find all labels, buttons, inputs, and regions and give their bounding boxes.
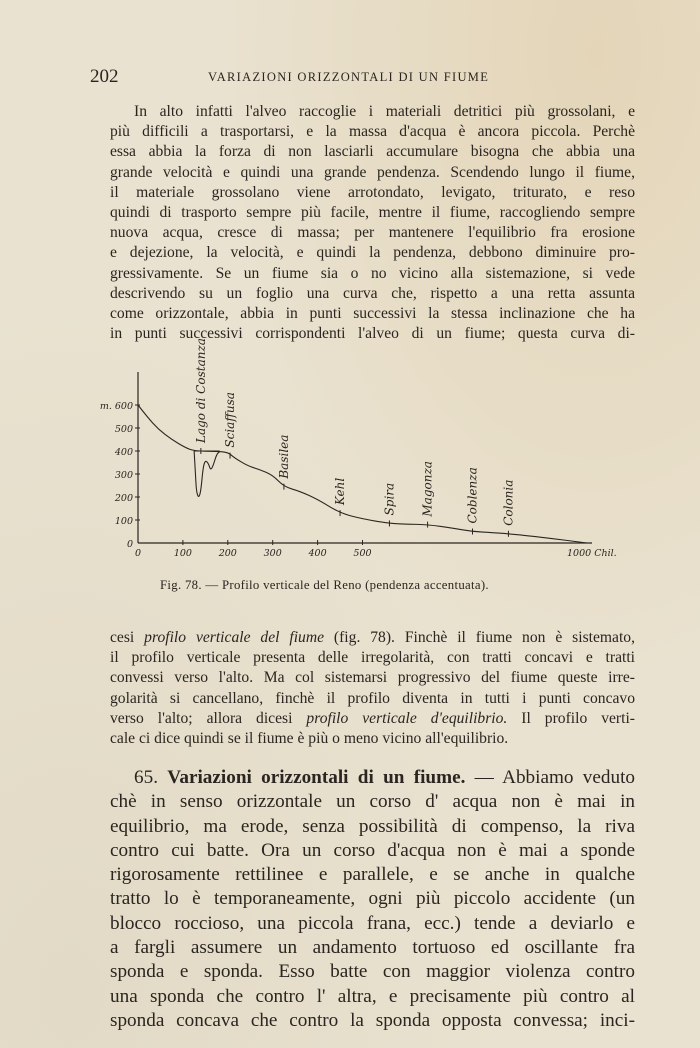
station-label: Coblenza [465,467,480,524]
x-tick-label: 500 [353,548,372,559]
text-line: una sponda che contro l' altra, e precisamente più contro al [110,985,635,1007]
section-lead: — Abbiamo veduto [465,767,635,788]
station-label: Lago di Costanza [193,338,208,443]
section-title: Variazioni orizzontali di un fiume. [167,767,466,788]
text-run: il profilo verticale presenta delle irregolarità, con tratti concavi e tratti [110,649,635,667]
text-run: cesi [110,629,145,646]
text-line: il materiale grossolano viene arrotondato, levigato, triturato, e reso [110,183,635,201]
lake-bed-line [194,451,220,496]
text-line: gressivamente. Se un fiume sia o no vicino alla sistemazione, si vede [110,264,635,282]
text-line [110,628,635,648]
text-line [110,729,635,749]
text-run: (fig. 78). Finchè il fiume non è sistemato, [324,629,635,646]
page-number: 202 [90,66,119,87]
text-line: sponda e sponda. Esso batte con maggior violenza contro [110,961,635,983]
text-line [110,648,635,668]
text-line: più difficili a trasportarsi, e la massa d'acqua è ancora piccola. Perchè [110,123,635,141]
running-title: VARIAZIONI ORIZZONTALI DI UN FIUME [208,70,490,84]
text-run: golarità si cancellano, finchè il profilo diventa in tutti i punti concavo [110,689,635,707]
figure-78 [0,330,700,580]
x-tick-label: 0 [134,548,142,559]
y-tick-label: 200 [114,493,133,504]
text-line: descrivendo su un foglio una curva che, rispetto a una retta assunta [110,284,635,302]
section-65 [110,766,635,1033]
station-label: Magonza [420,461,435,517]
x-tick-label: 1000 Chil. [567,548,617,559]
section-heading-line [110,766,635,790]
text-run: verso l'alto; allora dicesi [110,709,307,727]
x-tick-label: 300 [263,548,282,559]
text-line: contro cui batte. Ora un corso d'acqua non è mai a sponde [110,839,635,861]
text-line: rigorosamente rettilinee e parallele, e se anche in qualche [110,864,635,886]
text-line [110,709,635,729]
text-line [110,668,635,688]
text-run: convessi verso l'alto. Ma col sistemarsi progressivo del fiume queste irre- [110,669,635,687]
y-tick-label: 0 [126,539,133,550]
text-line: In alto infatti l'alveo raccoglie i materiali detritici più grossolani, e [134,103,635,120]
y-tick-label: 500 [114,424,133,435]
x-tick-label: 400 [308,548,327,559]
y-tick-label: 400 [114,447,133,458]
y-tick-label: 300 [114,470,133,481]
text-line: tratto lo è temporaneamente, ogni più piccolo accidente (un [110,888,635,910]
text-run: cale ci dice quindi se il fiume è più o meno vicino all'equilibrio. [110,730,509,748]
text-line: sponda concava che contro la sponda opposta convessa; inci- [110,1009,635,1031]
station-label: Basilea [276,434,291,479]
station-label: Spira [382,482,397,516]
y-tick-label: m. 600 [99,401,133,412]
text-line: in punti successivi corrispondenti l'alveo di un fiume; questa curva di- [110,325,635,343]
text-line: grande velocità e quindi una grande pendenza. Scendendo lungo il fiume, [110,163,635,181]
x-tick-label: 200 [218,548,237,559]
text-line: equilibrio, ma erode, senza possibilità di compenso, la riva [110,815,635,837]
text-line: quindi di trasporto sempre più facile, mentre il fiume, raccogliendo sempre [110,204,635,222]
y-tick-label: 100 [114,516,133,527]
paragraph-1 [110,102,635,344]
x-tick-label: 100 [173,548,192,559]
text-line: come orizzontale, abbia in punti successivi la stessa inclinazione che ha [110,305,635,323]
text-line: essa abbia la forza di non lasciarli accumulare bisogna che abbia una [110,143,635,161]
section-number: 65. [134,767,158,788]
text-line: blocco roccioso, una piccola frana, ecc.) tende a deviarlo e [110,912,635,934]
italic-term: profilo verticale d'equilibrio. [306,709,508,727]
station-label: Colonia [501,479,516,526]
station-label: Kehl [333,477,348,506]
river-profile-chart [0,330,700,580]
text-line: e dejezione, la velocità, e quindi la pendenza, debbono diminuire pro- [110,244,635,262]
paragraph-2 [110,628,635,749]
text-run: Il profilo verti- [507,709,635,727]
italic-term: profilo verticale del fiume [144,629,325,646]
text-line: nuova acqua, cresce di massa; per mantenere l'equilibrio fra erosione [110,224,635,242]
page-header [90,66,630,90]
text-line: chè in senso orizzontale un corso d' acqua non è mai in [110,791,635,813]
figure-caption: Fig. 78. — Profilo verticale del Reno (pendenza accentuata). [160,578,489,592]
station-label: Sciaffusa [223,392,238,448]
text-line: a fargli assumere un andamento tortuoso ed oscillante fra [110,937,635,959]
text-line [110,689,635,709]
